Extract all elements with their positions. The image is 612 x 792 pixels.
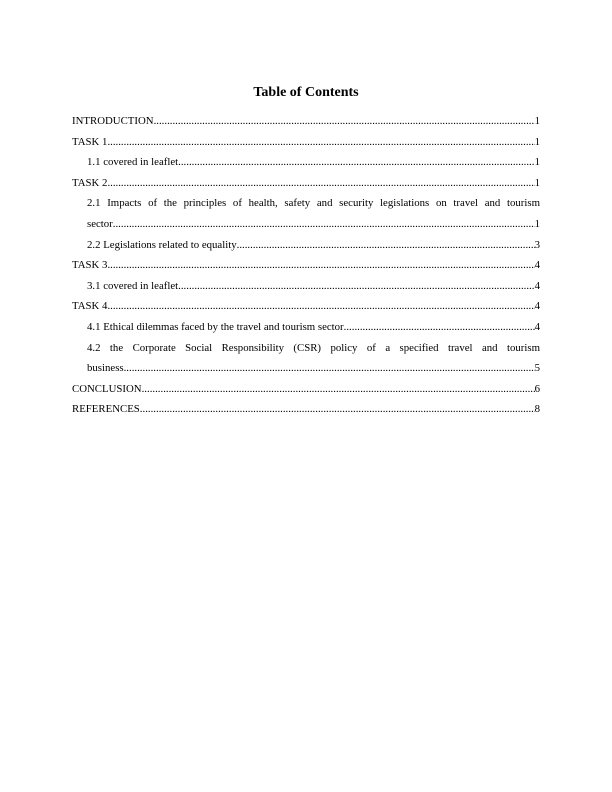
toc-page-number: 1 — [534, 156, 540, 169]
toc-page-number: 4 — [534, 259, 540, 272]
dot-leader — [107, 255, 534, 276]
toc-entry-task-4[interactable] — [72, 296, 540, 317]
dot-leader — [107, 132, 534, 153]
dot-leader — [107, 296, 534, 317]
dot-leader — [142, 379, 535, 400]
toc-entry-task-2[interactable] — [72, 173, 540, 194]
toc-entry-label-line1: 2.1 Impacts of the principles of health, safety and security legislations on travel and tourism — [87, 197, 540, 210]
toc-entry-references[interactable] — [72, 399, 540, 420]
toc-entry-4-1[interactable] — [72, 317, 540, 338]
toc-page-number: 6 — [534, 382, 540, 395]
dot-leader — [344, 317, 535, 338]
toc-entry-label: REFERENCES — [72, 403, 140, 416]
toc-page-number: 1 — [534, 115, 540, 127]
toc-entry-label: CONCLUSION — [72, 382, 142, 395]
toc-page-number: 4 — [534, 300, 540, 313]
toc-entry-3-1[interactable] — [72, 276, 540, 297]
toc-entry-label: TASK 2 — [72, 176, 108, 189]
dot-leader — [237, 235, 535, 256]
toc-entry-label-line2: business — [87, 362, 124, 375]
toc-entry-1-1[interactable] — [72, 152, 540, 173]
toc-page-number: 3 — [534, 238, 540, 251]
toc-entry-label-line1: 4.2 the Corporate Social Responsibility (CSR) policy of a specified travel and tourism — [87, 341, 540, 354]
table-of-contents — [72, 111, 540, 420]
toc-entry-label: TASK 1 — [72, 135, 108, 148]
toc-entry-label: 1.1 covered in leaflet — [87, 156, 179, 169]
dot-leader — [178, 152, 534, 173]
dot-leader — [107, 173, 534, 194]
toc-entry-task-3[interactable] — [72, 255, 540, 276]
toc-entry-conclusion[interactable] — [72, 379, 540, 400]
toc-entry-task-1[interactable] — [72, 132, 540, 153]
toc-entry-label-line2: sector — [87, 217, 113, 230]
dot-leader — [124, 358, 535, 379]
toc-entry-label: 3.1 covered in leaflet — [87, 279, 179, 292]
toc-page-number: 5 — [534, 362, 540, 375]
toc-entry-label: TASK 4 — [72, 300, 108, 313]
toc-entry-label: TASK 3 — [72, 259, 108, 272]
toc-page-number: 1 — [534, 217, 540, 230]
toc-page-number: 1 — [534, 176, 540, 189]
toc-page-number: 8 — [534, 403, 540, 416]
dot-leader — [154, 111, 535, 132]
toc-entry-label: INTRODUCTION — [72, 115, 154, 127]
toc-page-number: 4 — [534, 320, 540, 333]
toc-page-number: 1 — [534, 135, 540, 148]
dot-leader — [140, 399, 535, 420]
toc-entry-label: 2.2 Legislations related to equality — [87, 238, 237, 251]
toc-entry-4-2[interactable] — [72, 338, 540, 379]
toc-entry-2-2[interactable] — [72, 235, 540, 256]
toc-page-number: 4 — [534, 279, 540, 292]
dot-leader — [178, 276, 534, 297]
dot-leader — [113, 214, 535, 235]
toc-entry-introduction[interactable] — [72, 111, 540, 132]
toc-entry-label: 4.1 Ethical dilemmas faced by the travel and tourism sector — [87, 320, 344, 333]
toc-entry-2-1[interactable] — [72, 193, 540, 234]
toc-title: Table of Contents — [253, 85, 359, 100]
